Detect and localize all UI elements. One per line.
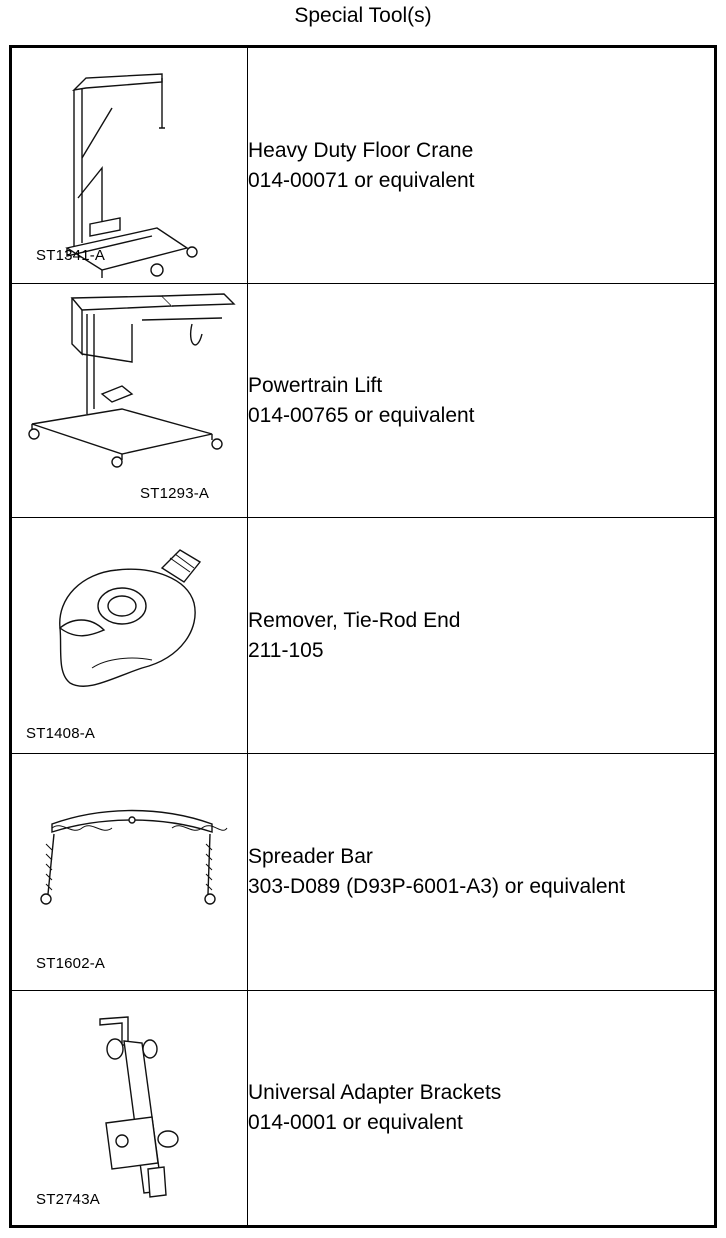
special-tools-table: [9, 45, 717, 1228]
tool-image-cell: [11, 991, 248, 1227]
tool-image-cell: [11, 47, 248, 284]
table-row: [11, 47, 716, 284]
tool-part-number: 303-D089 (D93P-6001-A3) or equivalent: [248, 875, 626, 898]
tool-name: Remover, Tie-Rod End: [248, 608, 461, 632]
tool-description-cell: [248, 518, 716, 754]
tool-part-number: 014-00071 or equivalent: [248, 168, 475, 192]
tool-part-number: 014-0001 or equivalent: [248, 1111, 463, 1134]
table-row: [11, 991, 716, 1227]
page-title: Special Tool(s): [294, 4, 432, 27]
table-row: [11, 754, 716, 991]
tool-name: Heavy Duty Floor Crane: [248, 138, 474, 162]
tool-code: ST1408-A: [26, 725, 96, 742]
powertrain-lift-icon: [12, 284, 247, 518]
tool-description-cell: [248, 284, 716, 518]
tool-part-number: 014-00765 or equivalent: [248, 403, 475, 427]
table-row: [11, 518, 716, 754]
tool-description-cell: [248, 991, 716, 1227]
tool-name: Universal Adapter Brackets: [248, 1081, 502, 1104]
tool-code: ST1602-A: [36, 955, 106, 972]
tie-rod-remover-icon: [12, 518, 247, 754]
tool-name: Powertrain Lift: [248, 373, 383, 397]
tool-code: ST1293-A: [140, 485, 210, 502]
tool-description-cell: [248, 754, 716, 991]
tool-code: ST1341-A: [36, 247, 106, 264]
tool-image-cell: [11, 754, 248, 991]
tool-description-cell: [248, 47, 716, 284]
tool-part-number: 211-105: [248, 638, 324, 662]
tool-name: Spreader Bar: [248, 845, 373, 868]
tool-code: ST2743A: [36, 1191, 100, 1208]
table-row: [11, 284, 716, 518]
tool-image-cell: [11, 518, 248, 754]
tool-image-cell: [11, 284, 248, 518]
